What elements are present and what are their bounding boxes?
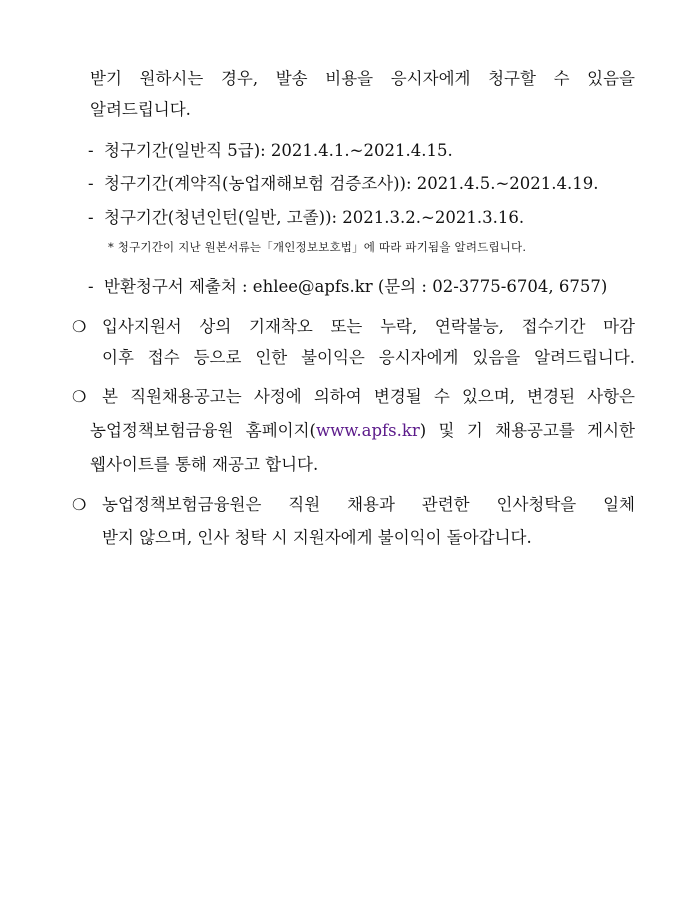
submission-info: - 반환청구서 제출처 : ehlee@apfs.kr (문의 : 02-3775-6704, 6757)	[88, 277, 608, 296]
notice-item-2-line-3: 웹사이트를 통해 재공고 합니다.	[90, 455, 319, 474]
homepage-link[interactable]: www.apfs.kr	[316, 421, 420, 440]
claim-period-contract: - 청구기간(계약직(농업재해보험 검증조사)): 2021.4.5.~2021.4.19.	[88, 174, 599, 193]
notice-item-3-line-2: 받지 않으며, 인사 청탁 시 지원자에게 불이익이 돌아갑니다.	[102, 528, 532, 547]
bullet-icon: ❍	[72, 317, 87, 336]
claim-period-general: - 청구기간(일반직 5급): 2021.4.1.~2021.4.15.	[88, 141, 453, 160]
intro-line-2: 알려드립니다.	[90, 100, 191, 119]
notice-item-2-line-2: 농업정책보험금융원 홈페이지(www.apfs.kr) 및 기 채용공고를 게시한	[90, 421, 635, 440]
notice-item-1-line-1: 입사지원서 상의 기재착오 또는 누락, 연락불능, 접수기간 마감	[102, 317, 635, 336]
notice-item-1-line-2: 이후 접수 등으로 인한 불이익은 응시자에게 있음을 알려드립니다.	[102, 348, 635, 367]
bullet-icon: ❍	[72, 495, 87, 514]
claim-period-intern: - 청구기간(청년인턴(일반, 고졸)): 2021.3.2.~2021.3.16.	[88, 208, 525, 227]
intro-line-1: 받기 원하시는 경우, 발송 비용을 응시자에게 청구할 수 있음을	[90, 69, 635, 88]
notice-item-2-line-1: 본 직원채용공고는 사정에 의하여 변경될 수 있으며, 변경된 사항은	[102, 387, 635, 406]
disposal-note: * 청구기간이 지난 원본서류는「개인정보보호법」에 따라 파기됨을 알려드립니다.	[108, 240, 527, 254]
bullet-icon: ❍	[72, 387, 87, 406]
notice-item-3-line-1: 농업정책보험금융원은 직원 채용과 관련한 인사청탁을 일체	[102, 495, 635, 514]
